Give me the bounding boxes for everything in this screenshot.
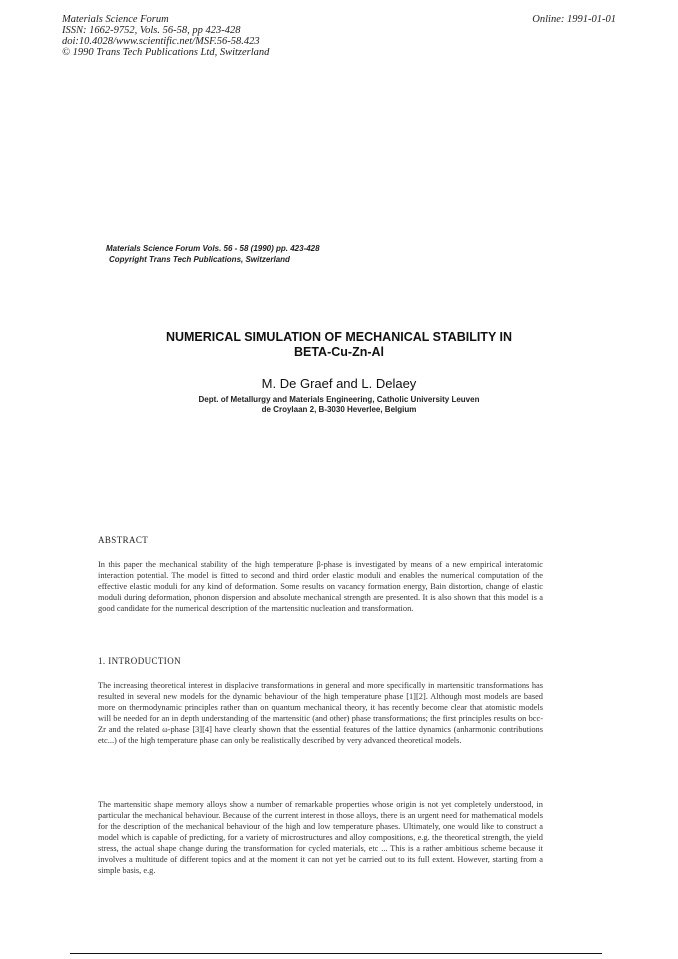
issn-line: ISSN: 1662-9752, Vols. 56-58, pp 423-428 <box>62 25 241 36</box>
copyright-line: © 1990 Trans Tech Publications Ltd, Switzerland <box>62 47 270 58</box>
introduction-paragraph-1: The increasing theoretical interest in displacive transformations in general and more specifically in martensitic transformations has resulted in several new models for the dynamic behaviour of the high temperature phase [1][2]. Although most models are based more on thermodynamic principles rather than on quantum mechanical theory, it has recently become clear that atomistic models will be needed for an in depth understanding of the martensitic (and other) phase transformations; the first principles results on bcc-Zr and the related ω-phase [3][4] have clearly shown that the essential features of the lattice dynamics (anharmonic contributions etc...) of the high temperature phase can only be realistically described by very advanced theoretical models. <box>98 681 543 745</box>
abstract-heading: ABSTRACT <box>98 535 149 545</box>
journal-reference-volume: Materials Science Forum Vols. 56 - 58 (1990) pp. 423-428 <box>106 244 320 253</box>
online-date: Online: 1991-01-01 <box>532 14 616 25</box>
affiliation-line-2: de Croylaan 2, B-3030 Heverlee, Belgium <box>261 405 417 414</box>
affiliation-line-1: Dept. of Metallurgy and Materials Engineering, Catholic University Leuven <box>198 395 480 404</box>
introduction-heading: 1. INTRODUCTION <box>98 656 181 666</box>
affiliation <box>0 395 678 415</box>
doi-line[interactable]: doi:10.4028/www.scientific.net/MSF.56-58.423 <box>62 36 260 47</box>
abstract-text: In this paper the mechanical stability of the high temperature β-phase is investigated by means of a new empirical interatomic interaction potential. The model is fitted to second and third order elastic moduli and enables the numerical computation of the effective elastic moduli for any kind of deformation. Some results on vacancy formation energy, Bain distortion, change of elastic moduli during deformation, phonon dispersion and absolute mechanical strength are presented. It is also shown that this model is a good candidate for the numerical description of the martensitic nucleation and transformation. <box>98 560 543 613</box>
bottom-rule <box>70 953 602 954</box>
introduction-paragraph-2: The martensitic shape memory alloys show a number of remarkable properties whose origin is not yet completely understood, in particular the mechanical behaviour. Because of the current interest in those alloys, there is an urgent need for mathematical models for the description of the mechanical behaviour of the high and low temperature phases. Ultimately, one would like to construct a model which is capable of predicting, for a variety of microstructures and alloy compositions, e.g. the theoretical strength, the yield stress, the actual shape change during the transformation for cycled materials, etc ... This is a rather ambitious scheme because it involves a multitude of different topics and at the moment it can not yet be carried out to its full extent. However, starting from a simple basis, e.g. <box>98 800 543 875</box>
title-block <box>0 330 678 415</box>
paper-title <box>0 330 678 360</box>
journal-reference-copyright: Copyright Trans Tech Publications, Switzerland <box>109 255 290 264</box>
authors: M. De Graef and L. Delaey <box>261 376 417 391</box>
publication-metadata <box>62 14 269 58</box>
journal-reference <box>106 243 320 265</box>
paper-title-line-2: BETA-Cu-Zn-Al <box>293 345 385 359</box>
paper-title-line-1: NUMERICAL SIMULATION OF MECHANICAL STABILITY IN <box>165 330 513 344</box>
journal-name: Materials Science Forum <box>62 14 169 25</box>
